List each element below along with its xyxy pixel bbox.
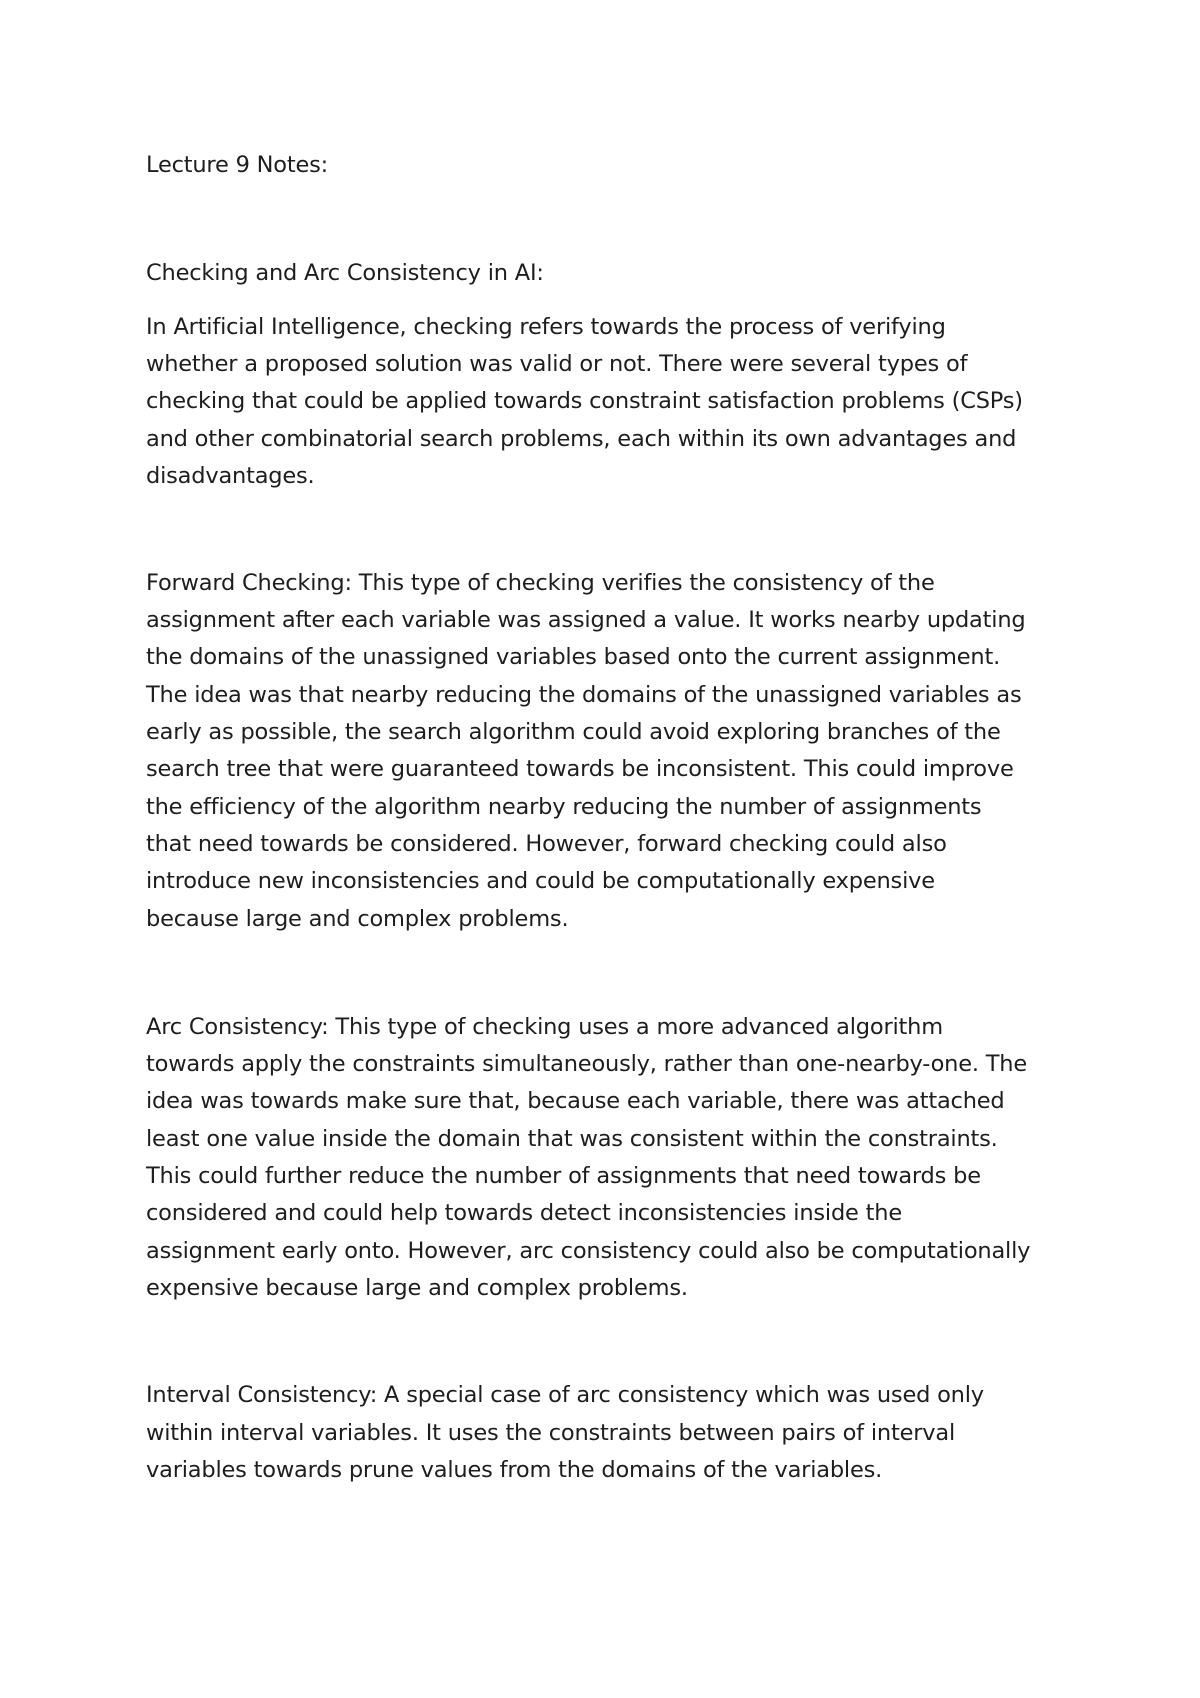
text-line: considered and could help towards detect inconsistencies inside the [146, 1200, 902, 1226]
text-line: whether a proposed solution was valid or not. There were several types of [146, 351, 968, 377]
text-line: the domains of the unassigned variables based onto the current assignment. [146, 644, 1001, 670]
text-line: Forward Checking: This type of checking verifies the consistency of the [146, 570, 935, 596]
text-line: idea was towards make sure that, because each variable, there was attached [146, 1088, 1005, 1114]
text-line: because large and complex problems. [146, 906, 569, 932]
text-line: This could further reduce the number of assignments that need towards be [146, 1163, 981, 1189]
text-line: towards apply the constraints simultaneously, rather than one-nearby-one. The [146, 1051, 1027, 1077]
text-line: The idea was that nearby reducing the domains of the unassigned variables as [146, 682, 1022, 708]
text-line: disadvantages. [146, 463, 315, 489]
text-line: search tree that were guaranteed towards be inconsistent. This could improve [146, 756, 1014, 782]
text-line: Arc Consistency: This type of checking uses a more advanced algorithm [146, 1014, 943, 1040]
text-line: In Artificial Intelligence, checking refers towards the process of verifying [146, 314, 946, 340]
section-heading: Checking and Arc Consistency in AI: [146, 260, 544, 286]
text-line: checking that could be applied towards constraint satisfaction problems (CSPs) [146, 388, 1023, 414]
text-line: Interval Consistency: A special case of arc consistency which was used only [146, 1382, 984, 1408]
text-line: introduce new inconsistencies and could be computationally expensive [146, 868, 935, 894]
page-title: Lecture 9 Notes: [146, 152, 329, 178]
text-line: assignment after each variable was assigned a value. It works nearby updating [146, 607, 1026, 633]
text-line: within interval variables. It uses the constraints between pairs of interval [146, 1420, 956, 1446]
text-line: and other combinatorial search problems, each within its own advantages and [146, 426, 1017, 452]
text-line: variables towards prune values from the domains of the variables. [146, 1457, 883, 1483]
text-line: that need towards be considered. However, forward checking could also [146, 831, 947, 857]
text-line: early as possible, the search algorithm could avoid exploring branches of the [146, 719, 1001, 745]
text-line: expensive because large and complex problems. [146, 1275, 688, 1301]
text-line: least one value inside the domain that was consistent within the constraints. [146, 1126, 998, 1152]
text-line: the efficiency of the algorithm nearby reducing the number of assignments [146, 794, 982, 820]
text-line: assignment early onto. However, arc consistency could also be computationally [146, 1238, 1031, 1264]
